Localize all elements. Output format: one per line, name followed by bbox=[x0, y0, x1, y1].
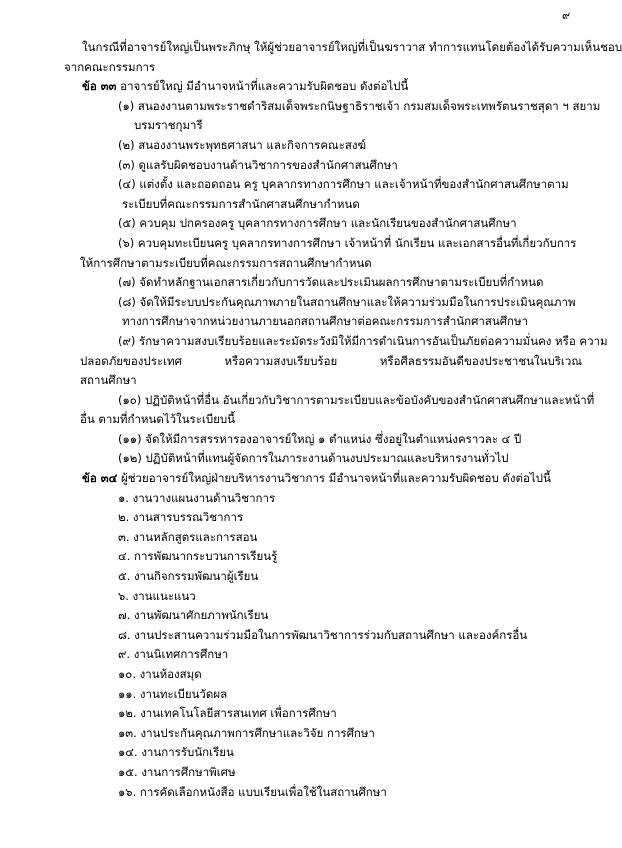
clause-34-item-4: ๔. การพัฒนากระบวนการเรียนรู้ bbox=[118, 549, 278, 564]
clause-34-item-3: ๓. งานหลักสูตรและการสอน bbox=[118, 529, 258, 544]
clause-33-item-4-cont: ระเบียบที่คณะกรรมการสำนักศาสนศึกษากำหนด bbox=[122, 196, 360, 211]
document-body bbox=[64, 38, 622, 802]
clause-34-item-10: ๑๐. งานห้องสมุด bbox=[118, 667, 202, 681]
clause-34-heading bbox=[82, 469, 582, 489]
clause-34-item-7: ๗. งานพัฒนาศักยภาพนักเรียน bbox=[118, 608, 269, 623]
page-number: ๙ bbox=[561, 9, 570, 22]
clause-34-item-12: ๑๒. งานเทคโนโลยีสารสนเทศ เพื่อการศึกษา bbox=[118, 706, 337, 721]
intro-line-1: ในกรณีที่อาจารย์ใหญ่เป็นพระภิกษุ ให้ผู้ช่วยอาจารย์ใหญ่ที่เป็นฆราวาส ทำการแทนโดยต้องได้รับความเห็นชอบ bbox=[82, 40, 622, 54]
clause-34-item-16: ๑๖. การคัดเลือกหนังสือ แบบเรียนเพื่อใช้ในสถานศึกษา bbox=[118, 784, 387, 799]
clause-34-item-15: ๑๕. งานการศึกษาพิเศษ bbox=[118, 764, 236, 779]
clause-33-label: ข้อ ๓๓ bbox=[82, 79, 117, 94]
clause-33-item-2: (๒) สนองงานพระพุทธศาสนา และกิจการคณะสงฆ์ bbox=[118, 137, 367, 152]
clause-33-item-9-cont: ปลอดภัยของประเทศ หรือความสงบเรียบร้อย หรือศีลธรรมอันดีของประชาชนในบริเวณ bbox=[80, 353, 582, 368]
clause-34-item-13: ๑๓. งานประกันคุณภาพการศึกษาและวิจัย การศึกษา bbox=[118, 725, 375, 740]
clause-34-label: ข้อ ๓๔ bbox=[82, 471, 118, 486]
clause-34-item-9: ๙. งานนิเทศการศึกษา bbox=[118, 647, 229, 662]
clause-33-item-10: (๑๐) ปฏิบัติหน้าที่อื่น อันเกี่ยวกับวิชาการตามระเบียบและข้อบังคับของสำนักศาสนศึกษาและหน้าที่ bbox=[118, 392, 595, 407]
clause-33-heading bbox=[82, 77, 582, 97]
clause-34-item-2: ๒. งานสารบรรณวิชาการ bbox=[118, 510, 244, 525]
clause-33-item-4: (๔) แต่งตั้ง และถอดถอน ครู บุคลากรทางการศึกษา และเจ้าหน้าที่ของสำนักศาสนศึกษาตาม bbox=[118, 177, 569, 192]
clause-33-item-9-cont-2: สถานศึกษา bbox=[80, 373, 137, 388]
clause-34-item-11: ๑๑. งานทะเบียนวัดผล bbox=[118, 686, 228, 701]
clause-34-item-1: ๑. งานวางแผนงานด้านวิชาการ bbox=[118, 490, 276, 505]
clause-33-item-1-cont: บรมราชกุมารี bbox=[134, 118, 203, 133]
clause-33-item-11: (๑๑) จัดให้มีการสรรหารองอาจารย์ใหญ่ ๑ ตำแหน่ง ซึ่งอยู่ในตำแหน่งคราวละ ๔ ปี bbox=[118, 431, 522, 446]
clause-34-list bbox=[82, 489, 582, 803]
clause-33-item-8-cont: ทางการศึกษาจากหน่วยงานภายนอกสถานศึกษาต่อคณะกรรมการสำนักศาสนศึกษา bbox=[122, 314, 529, 329]
clause-33-item-6: (๖) ควบคุมทะเบียนครู บุคลากรทางการศึกษา เจ้าหน้าที่ นักเรียน และเอกสารอื่นที่เกี่ยวกับการ bbox=[118, 235, 577, 250]
clause-33-item-10-cont: อื่น ตามที่กำหนดไว้ในระเบียบนี้ bbox=[80, 412, 236, 427]
clause-33-item-7: (๗) จัดทำหลักฐานเอกสารเกี่ยวกับการวัดและประเมินผลการศึกษาตามระเบียบที่กำหนด bbox=[118, 275, 544, 290]
clause-34-text: ผู้ช่วยอาจารย์ใหญ่ฝ่ายบริหารงานวิชาการ มีอำนาจหน้าที่และความรับผิดชอบ ดังต่อไปนี้ bbox=[121, 471, 551, 486]
clause-33-item-12: (๑๒) ปฏิบัติหน้าที่แทนผู้จัดการในภาระงานด้านงบประมาณและบริหารงานทั่วไป bbox=[118, 451, 509, 466]
clause-33-item-9: (๙) รักษาความสงบเรียบร้อยและระมัดระวังมิให้มีการดำเนินการอันเป็นภัยต่อความมั่นคง หรือ ความ bbox=[118, 333, 608, 348]
clause-34-item-14: ๑๔. งานการรับนักเรียน bbox=[118, 745, 234, 760]
clause-34-item-8: ๘. งานประสานความร่วมมือในการพัฒนาวิชาการร่วมกับสถานศึกษา และองค์กรอื่น bbox=[118, 627, 528, 642]
clause-33-item-5: (๕) ควบคุม ปกครองครู บุคลากรทางการศึกษา และนักเรียนของสำนักศาสนศึกษา bbox=[118, 216, 517, 231]
clause-33-item-1: (๑) สนองงานตามพระราชดำริสมเด็จพระกนิษฐาธิราชเจ้า กรมสมเด็จพระเทพรัตนราชสุดา ฯ สยาม bbox=[118, 98, 601, 113]
clause-33-item-6-cont: ให้การศึกษาตามระเบียบที่คณะกรรมการสถานศึกษากำหนด bbox=[80, 255, 372, 270]
intro-line-2: จากคณะกรรมการ bbox=[64, 59, 156, 74]
clause-33-text: อาจารย์ใหญ่ มีอำนาจหน้าที่และความรับผิดชอบ ดังต่อไปนี้ bbox=[120, 79, 409, 94]
clause-34-item-6: ๖. งานแนะแนว bbox=[118, 588, 196, 603]
clause-33-item-8: (๘) จัดให้มีระบบประกันคุณภาพภายในสถานศึกษาและให้ความร่วมมือในการประเมินคุณภาพ bbox=[118, 294, 576, 309]
clause-34-item-5: ๕. งานกิจกรรมพัฒนาผู้เรียน bbox=[118, 569, 259, 584]
clause-33-item-3: (๓) ดูแลรับผิดชอบงานด้านวิชาการของสำนักศาสนศึกษา bbox=[118, 157, 398, 172]
